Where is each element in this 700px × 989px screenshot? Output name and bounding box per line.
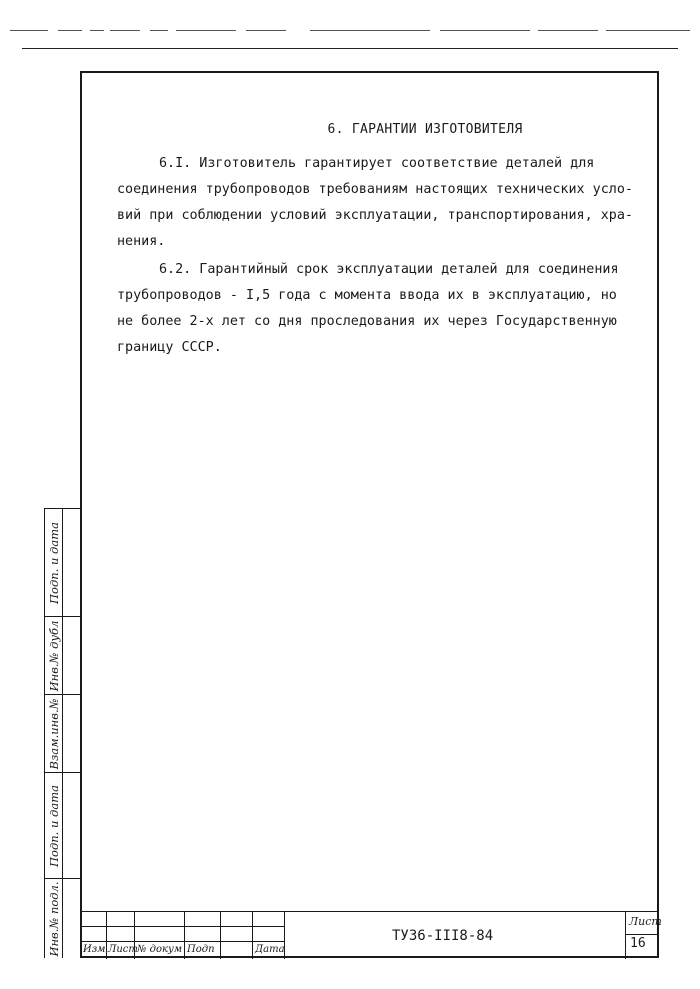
paragraph-line: не более 2-х лет со дня проследования их через Государственную: [117, 314, 617, 329]
paragraph-line: границу СССР.: [117, 340, 222, 355]
column-label-change: Изм: [83, 944, 106, 955]
side-label: Инв.№ подл.: [46, 880, 61, 957]
paragraph-line: нения.: [117, 234, 166, 249]
side-cell: [45, 508, 82, 616]
side-label: Подп. и дата: [46, 521, 61, 604]
section-heading: 6. ГАРАНТИИ ИЗГОТОВИТЕЛЯ: [327, 122, 523, 137]
title-block: [80, 911, 659, 959]
paragraph-line: 6.2. Гарантийный срок эксплуатации деталей для соединения: [159, 262, 619, 277]
column-label-sheet: Лист: [108, 944, 138, 955]
scan-artifact-lines: [10, 30, 690, 36]
sheet-number: 16: [630, 936, 646, 951]
document-code: ТУ36-III8-84: [392, 928, 494, 944]
paragraph-line: 6.I. Изготовитель гарантирует соответствие деталей для: [159, 156, 595, 171]
paragraph-line: соединения трубопроводов требованиям настоящих технических усло-: [117, 182, 633, 197]
side-label: Взам.инв.№: [46, 698, 61, 769]
column-label-date: Дата: [255, 944, 285, 955]
sheet-label: Лист: [629, 915, 662, 928]
side-cell: [45, 878, 82, 958]
column-label-signature: Подп: [187, 944, 215, 955]
side-cell: [45, 694, 82, 772]
paragraph-6-1: [117, 151, 637, 255]
side-label: Подп. и дата: [46, 784, 61, 867]
paragraph-line: трубопроводов - I,5 года с момента ввода их в эксплуатацию, но: [117, 288, 617, 303]
paragraph-line: вий при соблюдении условий эксплуатации, транспортирования, хра-: [117, 208, 633, 223]
side-cell: [45, 616, 82, 694]
top-rule: [22, 48, 678, 49]
side-label: Инв.№ дубл: [46, 620, 61, 691]
side-stamp: [44, 508, 82, 958]
side-cell: [45, 772, 82, 878]
column-label-document: № докум: [137, 944, 183, 955]
paragraph-6-2: [117, 257, 637, 361]
